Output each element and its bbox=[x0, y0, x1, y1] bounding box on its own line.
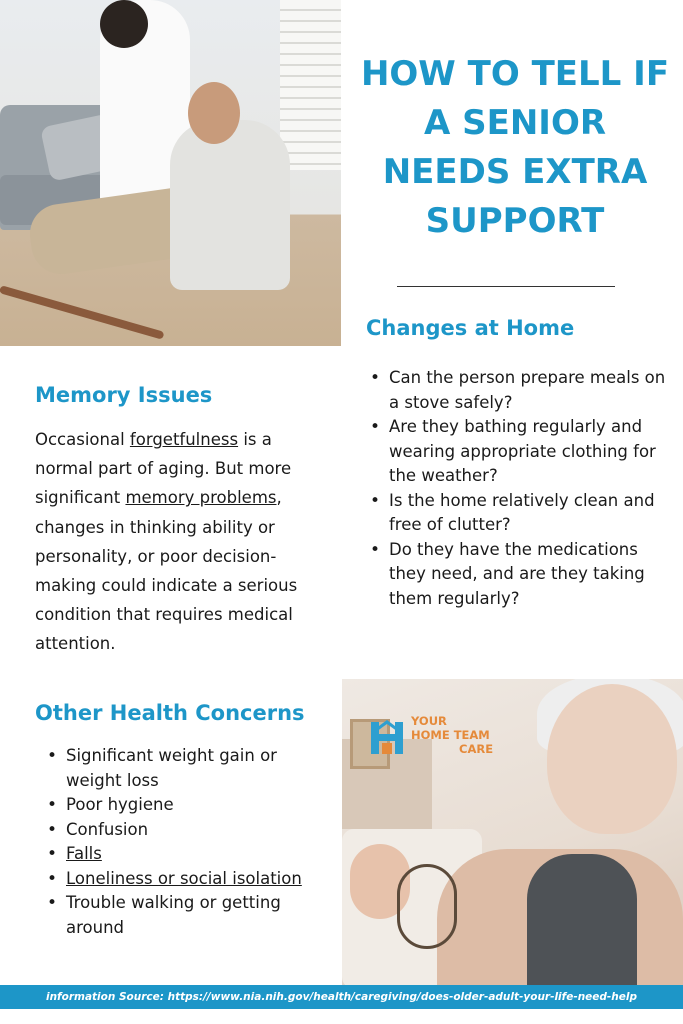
list-item: • Are they bathing regularly and wearing appropriate clothing for the weather? bbox=[366, 415, 666, 489]
link-forgetfulness[interactable]: forgetfulness bbox=[129, 430, 239, 449]
logo-text-line3: CARE bbox=[459, 742, 494, 756]
link-falls[interactable]: Falls bbox=[66, 844, 102, 863]
other-health-concerns-list bbox=[43, 744, 323, 940]
shirt bbox=[527, 854, 637, 989]
heading-memory-issues: Memory Issues bbox=[35, 383, 213, 407]
senior-woman-head bbox=[547, 684, 677, 834]
memory-issues-paragraph bbox=[35, 425, 320, 659]
link-loneliness-social-isolation[interactable]: Loneliness or social isolation bbox=[66, 868, 302, 888]
house-h-icon bbox=[367, 716, 407, 756]
list-item bbox=[43, 891, 323, 940]
bottom-margin bbox=[0, 1009, 683, 1024]
logo-text-line1: YOUR bbox=[411, 714, 447, 728]
list-item: • Can the person prepare meals on a stove safely? bbox=[366, 366, 666, 415]
list-item: • Is the home relatively clean and free of clutter? bbox=[366, 489, 666, 538]
paragraph-text: , changes in thinking ability or personality, or poor decision-making could indicate a serious condition that requires medical attention. bbox=[35, 488, 298, 654]
list-item-text: Confusion bbox=[66, 819, 149, 839]
caregiver-head bbox=[100, 0, 148, 48]
your-home-team-care-logo bbox=[367, 713, 527, 758]
window-blinds bbox=[280, 0, 341, 170]
eyeglasses bbox=[397, 864, 457, 949]
paragraph-text: Occasional bbox=[35, 430, 130, 449]
logo-text-line2: HOME TEAM bbox=[411, 728, 490, 742]
walking-cane bbox=[0, 285, 165, 340]
divider-line bbox=[397, 286, 615, 287]
page-title: HOW TO TELL IF A SENIOR NEEDS EXTRA SUPPORT bbox=[360, 54, 670, 241]
link-memory-problems[interactable]: memory problems bbox=[125, 488, 277, 508]
changes-at-home-list bbox=[366, 366, 666, 611]
list-item: • Do they have the medications they need, and are they taking them regularly? bbox=[366, 538, 666, 612]
paragraph-text: is a normal part of aging. But more significant bbox=[35, 430, 292, 508]
senior-man-figure bbox=[170, 120, 290, 290]
photo-caregiver-helping-senior bbox=[0, 0, 341, 346]
list-item bbox=[43, 867, 323, 892]
list-item bbox=[43, 842, 323, 867]
list-item bbox=[43, 818, 323, 843]
senior-man-head bbox=[188, 82, 240, 144]
list-item bbox=[43, 744, 323, 793]
list-item-text: Trouble walking or getting around bbox=[66, 893, 281, 937]
list-item-text: Poor hygiene bbox=[66, 795, 174, 814]
list-item-text: Significant weight gain or weight loss bbox=[66, 746, 277, 790]
list-item bbox=[43, 793, 323, 818]
heading-other-health-concerns: Other Health Concerns bbox=[35, 701, 305, 725]
information-source-footer: information Source: https://www.nia.nih.gov/health/caregiving/does-older-adult-your-life-need-help bbox=[0, 985, 683, 1009]
heading-changes-at-home: Changes at Home bbox=[366, 316, 575, 340]
